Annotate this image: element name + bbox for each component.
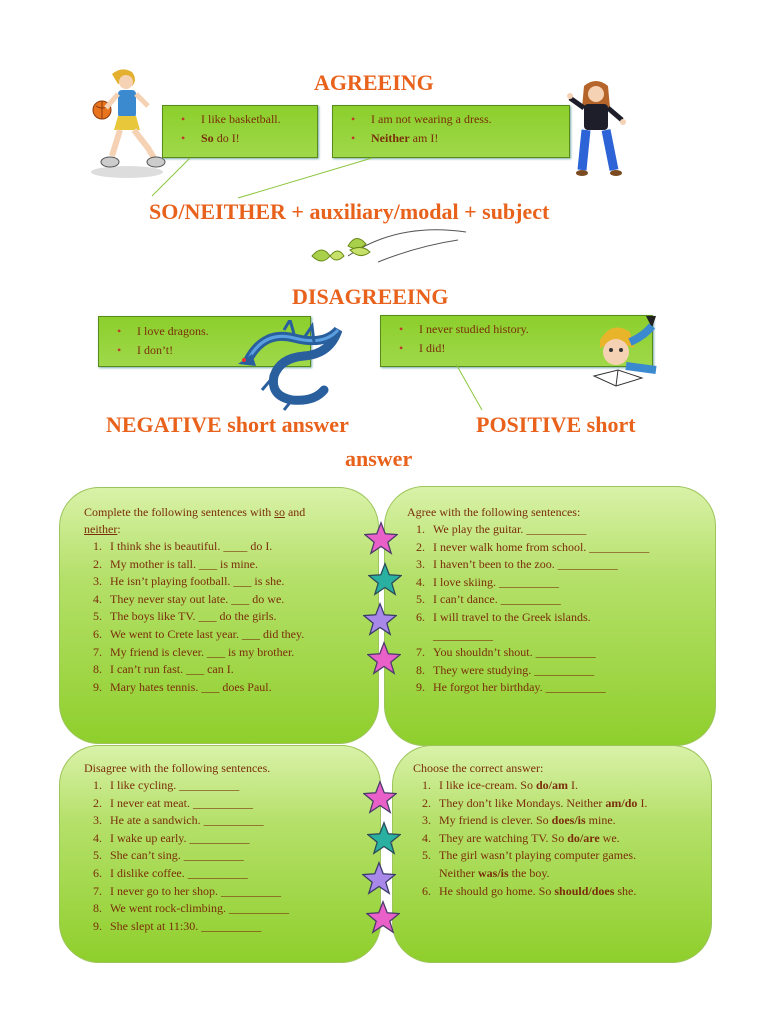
item-number: 3. — [416, 557, 425, 572]
item-number: 2. — [416, 539, 425, 554]
exercise-item — [407, 609, 715, 627]
exercise-item — [84, 777, 380, 795]
item-text-post: the boy. — [508, 865, 550, 880]
item-text-post: we. — [599, 830, 620, 845]
exercise-item — [413, 847, 711, 865]
item-text: I love skiing. __________ — [433, 574, 559, 589]
exercise-item — [407, 591, 715, 609]
agreeing-title: AGREEING — [314, 70, 434, 95]
exercise-card-disagree — [59, 745, 381, 963]
exercise-item — [84, 795, 380, 813]
exercise-item — [84, 538, 378, 556]
exercise-item — [84, 573, 378, 591]
exercise-item — [84, 865, 380, 883]
item-text: My mother is tall. ___ is mine. — [110, 556, 258, 571]
item-text: She can’t sing. __________ — [110, 848, 244, 863]
exercise-card-agree — [384, 486, 716, 746]
exercise-item — [407, 574, 715, 592]
item-text-pre: They don’t like Mondays. Neither — [439, 795, 606, 810]
item-text: They were studying. __________ — [433, 662, 595, 677]
exercise-item — [84, 847, 380, 865]
item-number: 4. — [93, 591, 102, 606]
exercise-item — [407, 644, 715, 662]
item-text: They never stay out late. ___ do we. — [110, 591, 285, 606]
disagree-example-2-line-2: • I did! — [419, 339, 652, 358]
disagreeing-title: DISAGREEING — [292, 284, 449, 309]
item-number: 9. — [93, 918, 102, 933]
item-text: I wake up early. __________ — [110, 830, 250, 845]
card1-instructions: Complete the following sentences with so and neither: — [84, 505, 306, 536]
disagree-example-1-line-1: • I love dragons. — [137, 322, 310, 341]
item-text-pre: The girl wasn’t playing computer games. — [439, 848, 637, 863]
item-text: I haven’t been to the zoo. __________ — [433, 557, 618, 572]
disagree-example-2-line-1: • I never studied history. — [419, 320, 652, 339]
item-text: We went to Crete last year. ___ did they. — [110, 626, 305, 641]
item-number: 7. — [93, 883, 102, 898]
item-number: 7. — [416, 645, 425, 660]
item-number: 4. — [416, 574, 425, 589]
exercise-item — [407, 539, 715, 557]
item-number: 3. — [422, 813, 431, 828]
item-text: We went rock-climbing. __________ — [110, 901, 289, 916]
item-text-pre: He should go home. So — [439, 883, 555, 898]
exercise-item — [407, 627, 715, 645]
item-number: 4. — [93, 830, 102, 845]
connector-lines-agree — [140, 150, 400, 202]
item-number: 5. — [93, 609, 102, 624]
card1-list — [84, 538, 378, 696]
negative-short-answer-label: NEGATIVE short answer — [106, 412, 349, 437]
item-number: 8. — [93, 901, 102, 916]
item-text-pre: Neither — [439, 865, 478, 880]
item-number: 6. — [93, 626, 102, 641]
agree-example-1-line-2: • So do I! — [201, 129, 317, 148]
item-number: 8. — [416, 662, 425, 677]
exercise-item — [84, 608, 378, 626]
item-number: 3. — [93, 574, 102, 589]
exercise-item — [84, 679, 378, 697]
item-text: I can’t run fast. ___ can I. — [110, 662, 234, 677]
item-text: You shouldn’t shout. __________ — [433, 645, 596, 660]
exercise-item — [413, 777, 711, 795]
item-text: He forgot her birthday. __________ — [433, 680, 606, 695]
exercise-item — [84, 812, 380, 830]
star-icon-pink-3 — [363, 780, 397, 814]
item-number: 2. — [93, 795, 102, 810]
formula-heading: SO/NEITHER + auxiliary/modal + subject — [149, 199, 550, 224]
item-number: 2. — [93, 556, 102, 571]
item-number: 4. — [422, 830, 431, 845]
exercise-item — [413, 795, 711, 813]
item-number: 2. — [422, 795, 431, 810]
item-text-bold: should/does — [554, 883, 615, 898]
item-number: 1. — [93, 539, 102, 553]
item-number: 1. — [416, 522, 425, 536]
exercise-item — [407, 556, 715, 574]
item-number: 8. — [93, 662, 102, 677]
item-text: I never go to her shop. __________ — [110, 883, 281, 898]
agree-example-2-line-1: • I am not wearing a dress. — [371, 110, 569, 129]
item-text: I can’t dance. __________ — [433, 592, 561, 607]
item-text-post: mine. — [585, 813, 616, 828]
exercise-item — [407, 679, 715, 697]
item-number: 6. — [416, 609, 425, 624]
star-icon-pink-2 — [367, 641, 401, 675]
agree-example-1-line-1: • I like basketball. — [201, 110, 317, 129]
positive-short-label: POSITIVE short — [476, 412, 636, 437]
item-text-post: I. — [637, 795, 648, 810]
exercise-item — [84, 556, 378, 574]
item-text: __________ — [433, 627, 493, 642]
item-text: I will travel to the Greek islands. — [433, 609, 591, 624]
exercise-item — [413, 812, 711, 830]
item-text-pre: I like ice-cream. So — [439, 778, 536, 792]
item-number: 5. — [93, 848, 102, 863]
item-text: I never walk home from school. __________ — [433, 539, 650, 554]
star-icon-pink-1 — [364, 521, 398, 555]
exercise-card-so-neither — [59, 487, 379, 744]
item-number: 9. — [416, 680, 425, 695]
card3-instructions: Disagree with the following sentences. — [84, 761, 271, 775]
item-number: 3. — [93, 813, 102, 828]
item-number: 6. — [422, 883, 431, 898]
girl-illustration — [566, 78, 628, 180]
card2-list — [407, 521, 715, 697]
exercise-item — [84, 591, 378, 609]
item-text-bold: does/is — [551, 813, 586, 828]
item-text-post: I. — [567, 778, 578, 792]
item-text: Mary hates tennis. ___ does Paul. — [110, 679, 272, 694]
item-number: 9. — [93, 679, 102, 694]
item-text: He isn’t playing football. ___ is she. — [110, 574, 285, 589]
card3-list — [84, 777, 380, 935]
item-number: 1. — [422, 778, 431, 792]
exercise-item — [84, 644, 378, 662]
item-text: I never eat meat. __________ — [110, 795, 253, 810]
item-text-bold: was/is — [477, 865, 509, 880]
exercise-item — [84, 883, 380, 901]
exercise-item — [407, 521, 715, 539]
butterflies-illustration — [308, 226, 472, 272]
item-text: We play the guitar. __________ — [433, 522, 587, 536]
item-text-pre: They are watching TV. So — [439, 830, 568, 845]
item-number: 5. — [416, 592, 425, 607]
item-text: The boys like TV. ___ do the girls. — [110, 609, 277, 624]
item-text-bold: do/are — [567, 830, 600, 845]
item-text: I like cycling. __________ — [110, 778, 240, 792]
dragon-illustration — [234, 320, 352, 412]
exercise-item — [84, 918, 380, 936]
exercise-card-choose — [392, 745, 712, 963]
item-text: I dislike coffee. __________ — [110, 865, 248, 880]
exercise-item — [84, 900, 380, 918]
connector-line-disagree — [454, 362, 494, 414]
star-icon-purple-2 — [362, 861, 396, 895]
star-icon-pink-4 — [366, 900, 400, 934]
item-text: My friend is clever. ___ is my brother. — [110, 644, 295, 659]
item-text: He ate a sandwich. __________ — [110, 813, 264, 828]
exercise-item — [413, 830, 711, 848]
item-text-bold: do/am — [535, 778, 568, 792]
card2-instructions: Agree with the following sentences: — [407, 505, 581, 519]
item-text: She slept at 11:30. __________ — [110, 918, 262, 933]
exercise-item — [84, 661, 378, 679]
item-number: 1. — [93, 778, 102, 792]
answer-label: answer — [345, 446, 413, 471]
exercise-item — [413, 883, 711, 901]
star-icon-teal-2 — [367, 821, 401, 855]
card4-instructions: Choose the correct answer: — [413, 761, 544, 775]
item-number: 7. — [93, 644, 102, 659]
exercise-item — [413, 865, 711, 883]
agree-example-2-line-2: • Neither am I! — [371, 129, 569, 148]
item-number: 6. — [93, 865, 102, 880]
star-icon-teal-1 — [368, 562, 402, 596]
reading-girl-illustration — [586, 312, 664, 396]
star-icon-purple-1 — [363, 602, 397, 636]
exercise-item — [84, 626, 378, 644]
item-number: 5. — [422, 848, 431, 863]
card4-list — [413, 777, 711, 900]
item-text-bold: am/do — [605, 795, 638, 810]
item-text-pre: My friend is clever. So — [439, 813, 552, 828]
exercise-item — [84, 830, 380, 848]
item-text-post: she. — [614, 883, 637, 898]
disagree-example-1-line-2: • I don’t! — [137, 341, 310, 360]
item-text: I think she is beautiful. ____ do I. — [110, 539, 273, 553]
exercise-item — [407, 662, 715, 680]
